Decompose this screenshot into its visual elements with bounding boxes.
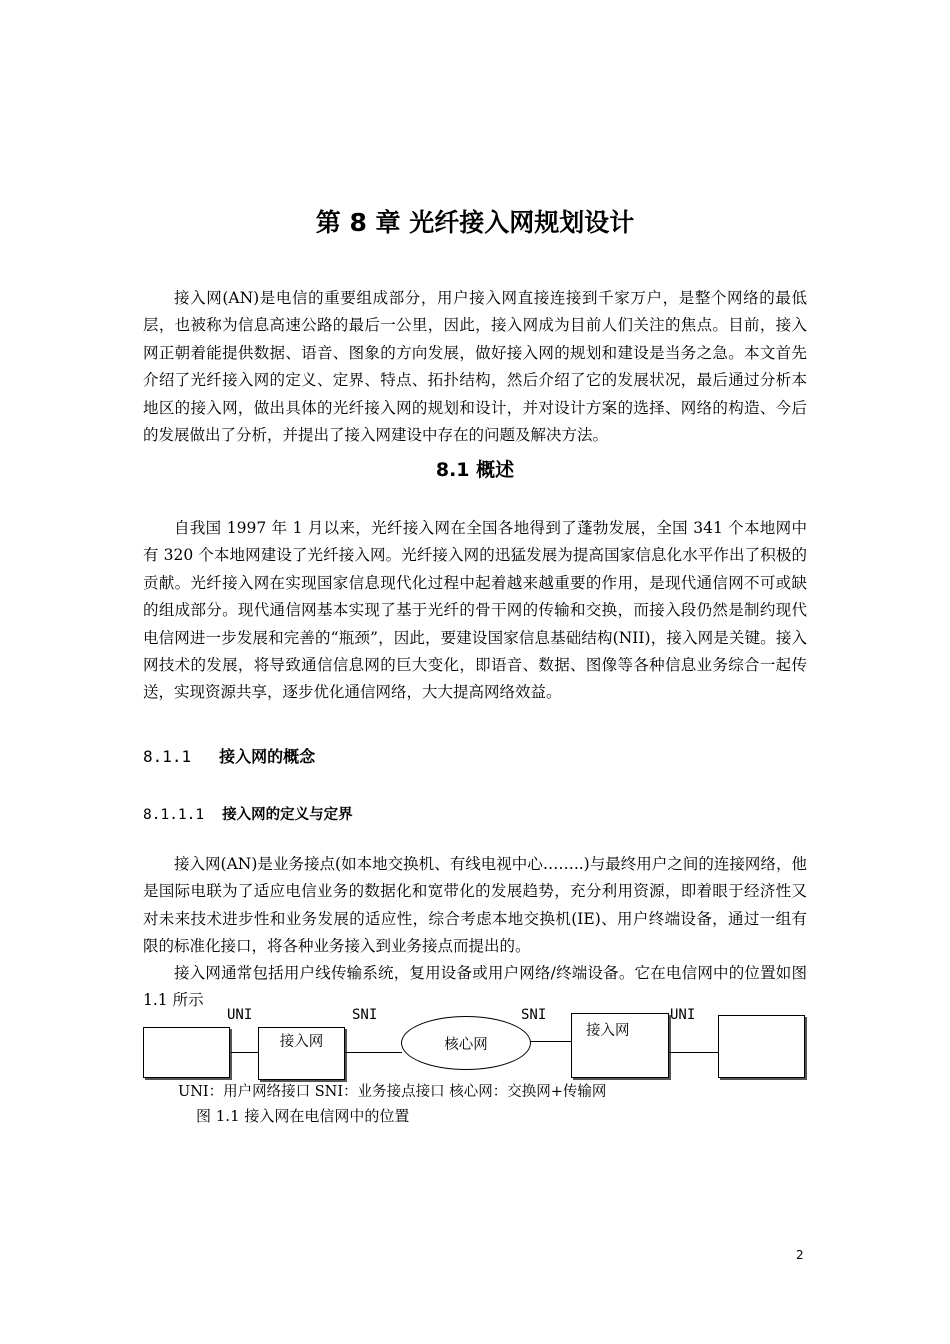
uni-right-label: UNI xyxy=(670,1007,696,1023)
uni-left-label: UNI xyxy=(227,1007,253,1023)
connector-line xyxy=(231,1052,259,1053)
position-paragraph: 接入网通常包括用户线传输系统，复用设备或用户网络/终端设备。它在电信网中的位置如图 1.1 所示 xyxy=(143,964,807,1010)
figure-legend: UNI：用户网络接口 SNI：业务接点接口 核心网：交换网+传输网 xyxy=(178,1084,607,1100)
access-network-left-label: 接入网 xyxy=(279,1034,324,1050)
sni-left-label: SNI xyxy=(352,1007,378,1023)
core-network-label: 核心网 xyxy=(444,1036,488,1053)
access-network-right-label: 接入网 xyxy=(586,1023,630,1039)
section-number: 8.1.1 xyxy=(143,747,192,766)
chapter-title: 第 8 章 光纤接入网规划设计 xyxy=(315,208,635,237)
section-heading-8-1: 8.1 概述 xyxy=(435,459,515,481)
definition-paragraph: 接入网(AN)是业务接点(如本地交换机、有线电视中心……..)与最终用户之间的连接网络，他是国际电联为了适应电信业务的数据化和宽带化的发展趋势，充分利用资源，即着眼于经济性又对未来技术进步性和业务发展的适应性，综合考虑本地交换机(IE)、用户终端设备，通过一组有限的标准化接口，将各种业务接入到业务接点而提出的。 xyxy=(143,855,807,956)
core-network-ellipse xyxy=(401,1016,531,1070)
access-network-left-box xyxy=(258,1027,345,1080)
intro-paragraph: 接入网(AN)是电信的重要组成部分，用户接入网直接连接到千家万户，是整个网络的最低层，也被称为信息高速公路的最后一公里，因此，接入网成为目前人们关注的焦点。目前，接入网正朝着能提供数据、语音、图象的方向发展，做好接入网的规划和建设是当务之急。本文首先介绍了光纤接入网的定义、定界、特点、拓扑结构，然后介绍了它的发展状况，最后通过分析本地区的接入网，做出具体的光纤接入网的规划和设计，并对设计方案的选择、网络的构造、今后的发展做出了分析，并提出了接入网建设中存在的问题及解决方法。 xyxy=(143,289,807,445)
section-title: 接入网的定义与定界 xyxy=(222,806,353,823)
section-number: 8.1.1.1 xyxy=(143,807,205,823)
section-title: 接入网的概念 xyxy=(219,747,316,766)
section-heading-8-1-1-1 xyxy=(143,803,353,824)
access-network-right-box xyxy=(571,1013,669,1078)
connector-line xyxy=(669,1052,719,1053)
connector-line xyxy=(530,1041,572,1042)
user-terminal-left-box xyxy=(143,1027,230,1078)
user-terminal-right-box xyxy=(718,1015,805,1078)
connector-line xyxy=(345,1052,402,1053)
section-heading-8-1-1 xyxy=(143,744,315,767)
sni-right-label: SNI xyxy=(521,1007,547,1023)
section-8-1-paragraph: 自我国 1997 年 1 月以来，光纤接入网在全国各地得到了蓬勃发展，全国 341 个本地网中有 320 个本地网建设了光纤接入网。光纤接入网的迅猛发展为提高国家信息化水平作出了积极的贡献。光纤接入网在实现国家信息现代化过程中起着越来越重要的作用，是现代通信网不可或缺的组成部分。现代通信网基本实现了基于光纤的骨干网的传输和交换，而接入段仍然是制约现代电信网进一步发展和完善的“瓶颈”，因此，要建设国家信息基础结构(NII)，接入网是关键。接入网技术的发展，将导致通信信息网的巨大变化，即语音、数据、图像等各种信息业务综合一起传送，实现资源共享，逐步优化通信网络，大大提高网络效益。 xyxy=(143,519,807,702)
figure-caption: 图 1.1 接入网在电信网中的位置 xyxy=(196,1107,410,1125)
page-number: 2 xyxy=(796,1248,804,1262)
